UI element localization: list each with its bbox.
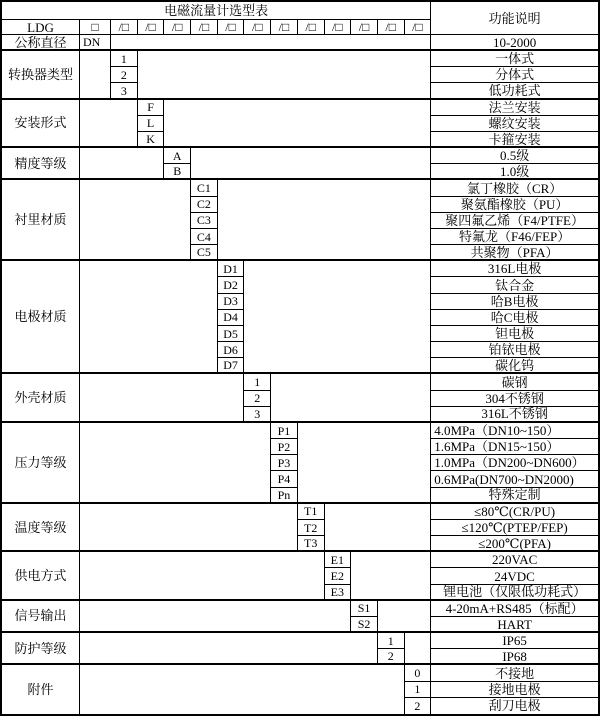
function-cell: 低功耗式	[431, 83, 598, 99]
spacer-cell	[80, 100, 138, 149]
function-cell: 聚氨酯橡胶（PU）	[431, 197, 598, 213]
spacer-cell	[138, 51, 432, 100]
spacer-cell	[351, 552, 431, 601]
code-cell: 2	[244, 391, 271, 407]
code-cell: P1	[271, 423, 298, 439]
code-cell: D7	[218, 358, 245, 374]
spacer-cell	[378, 601, 431, 633]
code-cell: E3	[325, 585, 352, 601]
function-cell: ≤80℃(CR/PU)	[431, 504, 598, 520]
code-cell: D4	[218, 310, 245, 326]
code-cell: 1	[405, 682, 432, 698]
function-cell: 钽电极	[431, 326, 598, 342]
code-cell: 1	[378, 633, 405, 649]
function-cell: 螺纹安装	[431, 116, 598, 132]
function-cell: 一体式	[431, 51, 598, 67]
code-cell: 3	[244, 407, 271, 423]
code-cell: S2	[351, 617, 378, 633]
function-cell: 24VDC	[431, 568, 598, 584]
code-cell: K	[138, 132, 165, 148]
code-cell: C1	[191, 180, 218, 196]
spacer-cell	[80, 504, 298, 553]
function-cell: 316L不锈钢	[431, 407, 598, 423]
function-cell: 铂铱电极	[431, 342, 598, 358]
category-label: 压力等级	[2, 423, 80, 504]
code-cell: 0	[405, 665, 432, 681]
spacer-cell	[80, 552, 325, 601]
category-label: 衬里材质	[2, 180, 80, 261]
code-cell: D5	[218, 326, 245, 342]
category-label: 防护等级	[2, 633, 80, 665]
function-cell: IP65	[431, 633, 598, 649]
function-cell: 304不锈钢	[431, 391, 598, 407]
code-cell: D3	[218, 294, 245, 310]
code-cell: 1	[244, 374, 271, 390]
model-slot-cell: /□	[218, 20, 245, 35]
function-cell: 1.6MPa（DN15~150）	[431, 439, 598, 455]
function-cell: 特殊定制	[431, 488, 598, 504]
function-cell: 哈C电极	[431, 310, 598, 326]
spacer-cell	[80, 51, 111, 100]
function-cell: HART	[431, 617, 598, 633]
model-slot-cell: /□	[244, 20, 271, 35]
spacer-cell	[298, 423, 431, 504]
model-slot-cell: /□	[325, 20, 352, 35]
code-cell: E2	[325, 568, 352, 584]
function-cell: 0.5级	[431, 148, 598, 164]
code-cell: Pn	[271, 488, 298, 504]
table-title: 电磁流量计选型表	[2, 2, 431, 20]
model-slot-cell: /□	[164, 20, 191, 35]
function-cell: 特氟龙（F46/FEP）	[431, 229, 598, 245]
code-cell: E1	[325, 552, 352, 568]
spacer-cell	[80, 633, 378, 665]
code-cell: P4	[271, 471, 298, 487]
code-cell: T2	[298, 520, 325, 536]
code-cell: 2	[378, 649, 405, 665]
spacer-cell	[80, 180, 191, 261]
function-cell: 卡箍安装	[431, 132, 598, 148]
function-cell: 不接地	[431, 665, 598, 681]
category-label: 公称直径	[2, 35, 80, 51]
code-cell: P3	[271, 455, 298, 471]
function-cell: 氯丁橡胶（CR）	[431, 180, 598, 196]
spacer-cell	[80, 601, 351, 633]
function-cell: 刮刀电极	[488, 698, 541, 714]
code-cell: D1	[218, 261, 245, 277]
code-cell: 1	[111, 51, 138, 67]
code-cell: C5	[191, 245, 218, 261]
spacer-cell	[164, 100, 431, 149]
model-slot-cell: /□	[138, 20, 165, 35]
function-cell: 220VAC	[431, 552, 598, 568]
code-cell: T3	[298, 536, 325, 552]
code-cell: C2	[191, 197, 218, 213]
function-cell: 接地电极	[431, 682, 598, 698]
category-label: 温度等级	[2, 504, 80, 553]
model-slot-cell: /□	[298, 20, 325, 35]
category-label: 安装形式	[2, 100, 80, 149]
function-cell: 聚四氟乙烯（F4/PTFE）	[431, 213, 598, 229]
spacer-cell	[405, 633, 432, 665]
category-label: 外壳材质	[2, 374, 80, 423]
model-slot-cell: /□	[271, 20, 298, 35]
category-label: 精度等级	[2, 148, 80, 180]
function-cell: 哈B电极	[431, 294, 598, 310]
spacer-cell	[325, 504, 432, 553]
code-cell: F	[138, 100, 165, 116]
spacer-cell	[80, 423, 271, 504]
code-cell: D6	[218, 342, 245, 358]
function-cell: 共聚物（PFA）	[431, 245, 598, 261]
function-cell: 4-20mA+RS485（标配）	[431, 601, 598, 617]
category-label: 转换器类型	[2, 51, 80, 100]
spacer-cell	[218, 180, 432, 261]
category-label: 附件	[2, 665, 80, 714]
code-cell: C3	[191, 213, 218, 229]
model-slot-cell: /□	[191, 20, 218, 35]
function-cell: 碳钢	[431, 374, 598, 390]
function-cell: 1.0MPa（DN200~DN600）	[431, 455, 598, 471]
spacer-cell	[80, 261, 218, 374]
code-cell: 2	[111, 67, 138, 83]
function-cell: 4.0MPa（DN10~150）	[431, 423, 598, 439]
function-cell: 碳化钨	[431, 358, 598, 374]
function-cell: 316L电极	[431, 261, 598, 277]
category-label: 信号输出	[2, 601, 80, 633]
function-cell: 锂电池（仅限低功耗式）	[431, 585, 598, 601]
model-slot-cell: /□	[351, 20, 378, 35]
code-cell: C4	[191, 229, 218, 245]
code-cell: L	[138, 116, 165, 132]
code-cell: S1	[351, 601, 378, 617]
model-box-cell: □	[80, 20, 111, 35]
category-label: 电极材质	[2, 261, 80, 374]
spacer-cell	[80, 148, 164, 180]
function-cell: 法兰安装	[431, 100, 598, 116]
spacer-cell	[80, 665, 405, 714]
spacer-cell	[111, 35, 431, 51]
function-cell: 0.6MPa(DN700~DN2000)	[431, 471, 598, 487]
category-label: 供电方式	[2, 552, 80, 601]
code-cell: DN	[80, 35, 111, 51]
code-cell: P2	[271, 439, 298, 455]
model-slot-cell: /□	[111, 20, 138, 35]
spacer-cell	[244, 261, 431, 374]
model-slot-cell: /□	[405, 20, 432, 35]
function-cell: 1.0级	[431, 164, 598, 180]
code-cell: B	[164, 164, 191, 180]
function-cell: 分体式	[431, 67, 598, 83]
function-column-header: 功能说明	[431, 2, 598, 35]
code-cell: 3	[111, 83, 138, 99]
function-cell: 钛合金	[431, 277, 598, 293]
spacer-cell	[80, 374, 244, 423]
function-cell: IP68	[431, 649, 598, 665]
function-cell: ≤120℃(PTEP/FEP)	[431, 520, 598, 536]
code-cell: 2	[405, 698, 432, 714]
function-cell: 10-2000	[431, 35, 598, 51]
spacer-cell	[271, 374, 431, 423]
code-cell: T1	[298, 504, 325, 520]
function-cell: ≤200℃(PFA)	[431, 536, 598, 552]
code-cell: D2	[218, 277, 245, 293]
code-cell: A	[164, 148, 191, 164]
spacer-cell	[191, 148, 431, 180]
model-prefix-cell: LDG	[2, 20, 80, 35]
model-slot-cell: /□	[378, 20, 405, 35]
